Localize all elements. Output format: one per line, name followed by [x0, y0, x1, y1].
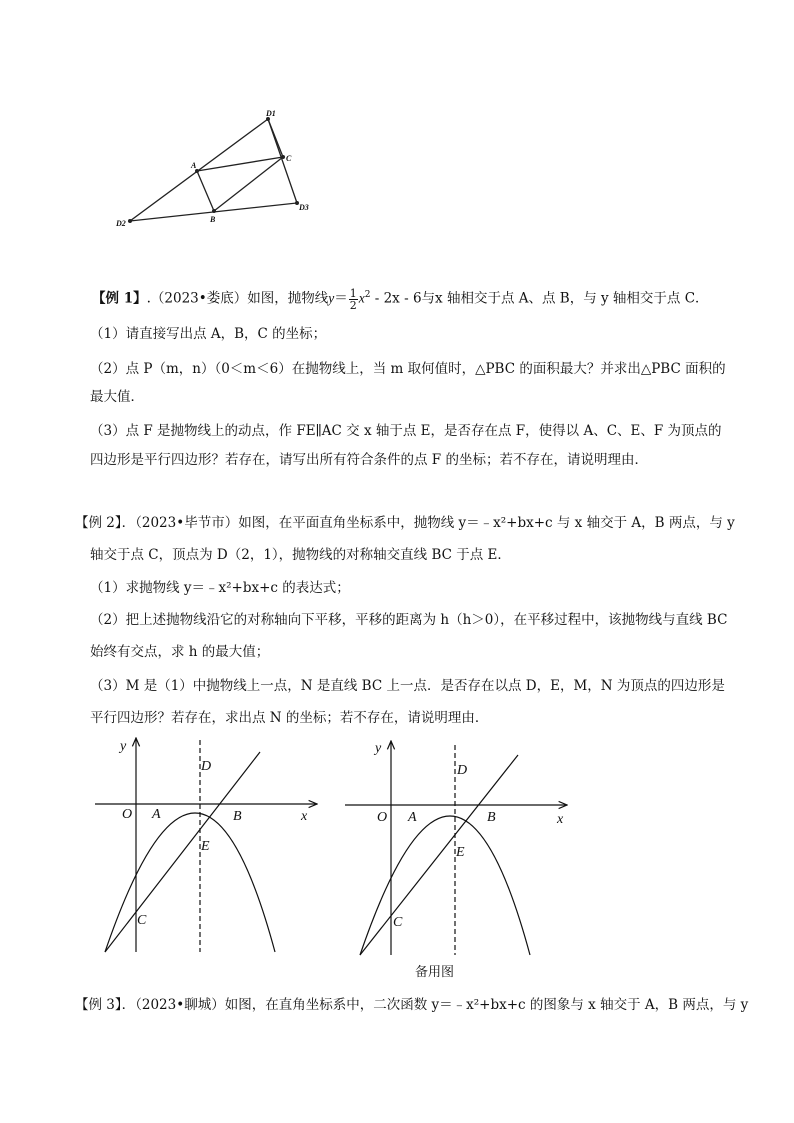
- parabola-graph-backup: [345, 735, 575, 960]
- example-2-line1: 【例 2】．（2023•毕节市）如图，在平面直角坐标系中，抛物线 y＝﹣x²+bx+c 与 x 轴交于 A，B 两点，与 y: [75, 515, 735, 531]
- example-2-q2-line2: 始终有交点，求 h 的最大值；: [90, 644, 270, 660]
- eq-exp: 2: [364, 290, 371, 300]
- graph2-E-label: E: [456, 845, 465, 860]
- eq-x: x: [358, 290, 365, 306]
- label-C: C: [286, 154, 292, 163]
- graph1-D-label: D: [201, 759, 212, 774]
- example-2-q3-line2: 平行四边形？若存在，求出点 N 的坐标；若不存在，请说明理由．: [90, 710, 489, 726]
- example-1-heading: 【例 1】.（2023•娄底）如图，抛物线y＝ $\frac{1}{2}$ $x^2 - 2x - 6$与x 轴相交于点 A、点 B，与 y 轴相交于点 C．: [92, 286, 709, 312]
- frac-num: 1: [349, 286, 357, 300]
- example-1-q2-line1: （2）点 P（m，n）（0＜m＜6）在抛物线上，当 m 取何值时，△PBC 的面积最大？并求出△PBC 面积的: [90, 361, 726, 377]
- graph2-x-label: x: [557, 812, 564, 827]
- example-1-tail: x 轴相交于点 A、点 B，与 y 轴相交于点 C．: [435, 290, 709, 307]
- graph1-y-label: y: [120, 739, 127, 754]
- graph2-y-label: y: [375, 741, 382, 756]
- graph1-E-label: E: [201, 839, 210, 854]
- triangle-parallelogram-figure: [110, 105, 320, 235]
- graph2-origin-label: O: [377, 810, 388, 825]
- example-1-q2-line2: 最大值．: [90, 389, 144, 405]
- graph1-A-label: A: [152, 807, 161, 822]
- label-D2: D2: [116, 219, 126, 228]
- graph1-origin-label: O: [122, 807, 133, 822]
- eq-y: y: [328, 290, 335, 306]
- frac-den: 2: [349, 298, 357, 312]
- graph1-C-label: C: [137, 913, 147, 928]
- example-2-q3-line1: （3）M 是（1）中抛物线上一点，N 是直线 BC 上一点．是否存在以点 D，E，M，N 为顶点的四边形是: [90, 678, 725, 694]
- example-3-line1: 【例 3】．（2023•聊城）如图，在直角坐标系中，二次函数 y＝﹣x²+bx+c 的图象与 x 轴交于 A，B 两点，与 y: [75, 997, 749, 1013]
- example-2-q1: （1）求抛物线 y＝﹣x²+bx+c 的表达式；: [90, 580, 350, 596]
- graph2-A-label: A: [408, 810, 417, 825]
- example-1-q3-line1: （3）点 F 是抛物线上的动点，作 FE∥AC 交 x 轴于点 E，是否存在点 F，使得以 A、C、E、F 为顶点的: [90, 423, 722, 439]
- example-2-line2: 轴交于点 C，顶点为 D（2，1），抛物线的对称轴交直线 BC 于点 E．: [90, 547, 511, 563]
- example-1-source: .（2023•娄底）如图，抛物线: [146, 290, 329, 307]
- graph2-C-label: C: [393, 915, 403, 930]
- graph1-x-label: x: [301, 809, 308, 824]
- eq-after: 与: [421, 290, 436, 307]
- example-1-q3-line2: 四边形是平行四边形？若存在，请写出所有符合条件的点 F 的坐标；若不存在，请说明理由．: [90, 452, 648, 468]
- example-2-q2-line1: （2）把上述抛物线沿它的对称轴向下平移，平移的距离为 h（h＞0），在平移过程中，该抛物线与直线 BC: [90, 612, 728, 628]
- label-A: A: [191, 161, 197, 170]
- eq-rest: - 2x - 6: [370, 290, 422, 307]
- example-1-tag: 【例 1】: [92, 290, 147, 307]
- eq-fraction: [349, 288, 358, 311]
- label-D3: D3: [299, 203, 309, 212]
- label-D1: D1: [266, 109, 276, 118]
- graph2-D-label: D: [457, 763, 468, 778]
- graph2-B-label: B: [487, 810, 496, 825]
- backup-figure-caption: 备用图: [415, 965, 455, 980]
- label-B: B: [210, 215, 216, 224]
- parabola-graph-main: [95, 730, 325, 960]
- graph1-B-label: B: [233, 809, 242, 824]
- example-1-q1: （1）请直接写出点 A，B，C 的坐标；: [90, 326, 327, 342]
